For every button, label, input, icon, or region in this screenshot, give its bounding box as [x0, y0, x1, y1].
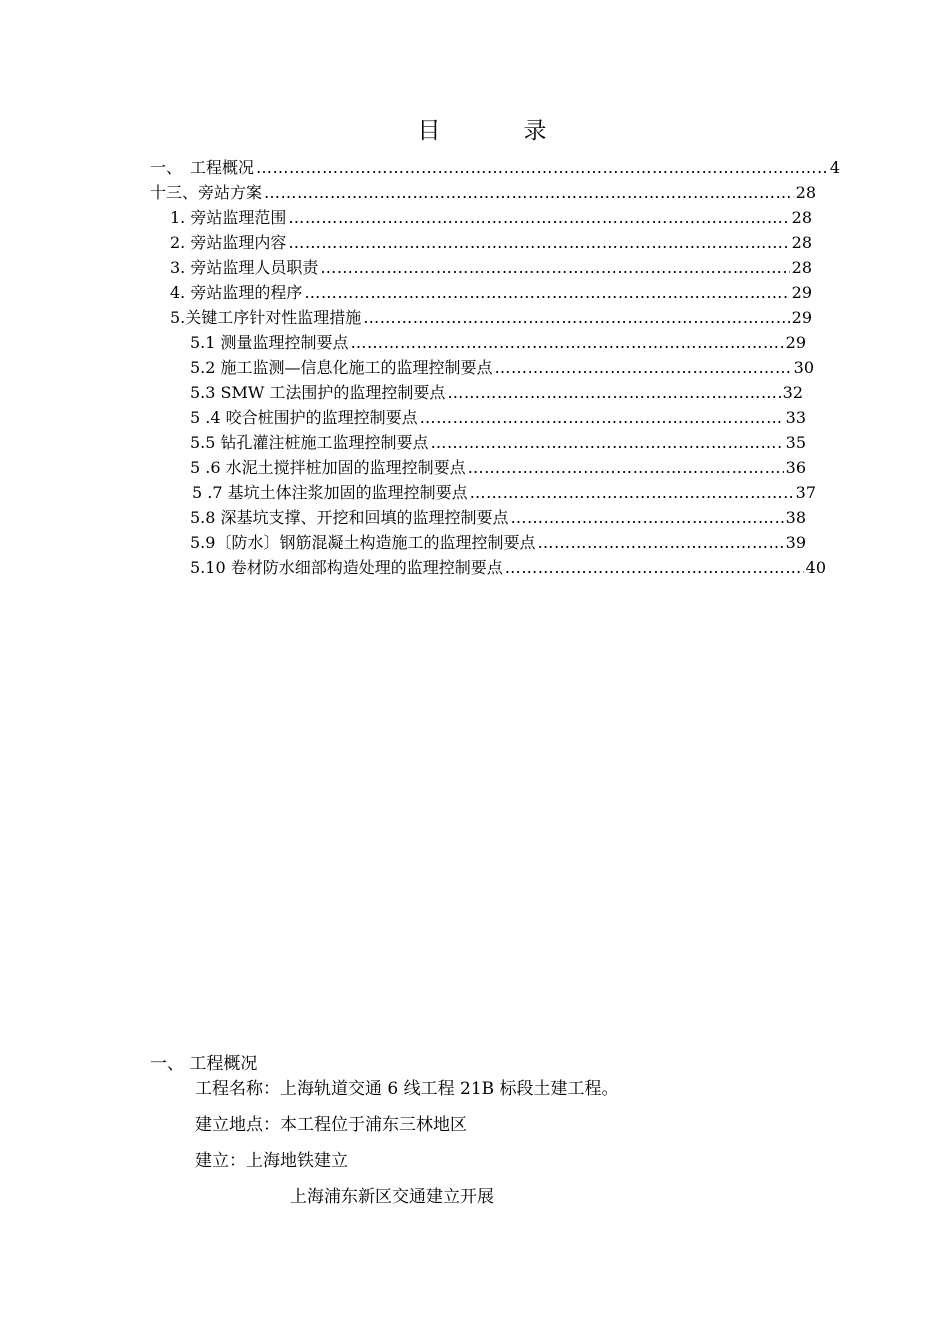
toc-entry[interactable] [190, 407, 806, 429]
toc-entry-leader [537, 532, 783, 554]
toc-entry-label: 4. 旁站监理的程序 [170, 283, 303, 302]
toc-entry-leader [304, 282, 789, 304]
toc-entry-label: 2. 旁站监理内容 [170, 233, 287, 252]
toc-entry[interactable] [170, 232, 812, 254]
toc-entry-leader [447, 382, 780, 404]
toc-entry-label: 5.2 施工监测—信息化施工的监理控制要点 [190, 358, 493, 377]
toc-entry-label: 5.10 卷材防水细部构造处理的监理控制要点 [190, 558, 503, 577]
toc-entry[interactable] [170, 307, 812, 329]
toc-entry[interactable] [190, 557, 826, 579]
toc-entry[interactable] [170, 207, 812, 229]
toc-entry-leader [288, 207, 789, 229]
section-heading: 一、 工程概况 [150, 1054, 258, 1074]
toc-entry-leader [505, 557, 804, 579]
toc-entry[interactable] [190, 457, 806, 479]
toc-entry-leader [351, 332, 784, 354]
location-line: 建立地点：本工程位于浦东三林地区 [195, 1115, 467, 1135]
toc-entry-leader [468, 457, 784, 479]
toc-entry-label: 1. 旁站监理范围 [170, 208, 287, 227]
toc-entry-page: 30 [793, 358, 814, 377]
toc-entry-page: 28 [795, 183, 816, 202]
toc-entry[interactable] [170, 257, 812, 279]
toc-entry-leader [256, 157, 828, 179]
toc-entry[interactable] [150, 182, 816, 204]
toc-entry-label: 5.5 钻孔灌注桩施工监理控制要点 [190, 433, 429, 452]
toc-entry[interactable] [190, 382, 803, 404]
toc-entry[interactable] [192, 482, 816, 504]
toc-entry-page: 36 [785, 458, 806, 477]
toc-entry[interactable] [190, 432, 806, 454]
toc-entry[interactable] [190, 532, 806, 554]
toc-entry[interactable] [190, 332, 806, 354]
toc-entry-page: 29 [791, 308, 812, 327]
toc-entry-leader [495, 357, 792, 379]
toc-entry-label: 十三、旁站方案 [150, 183, 263, 202]
toc-entry-page: 29 [791, 283, 812, 302]
builder-line-2: 上海浦东新区交通建立开展 [290, 1187, 494, 1207]
toc-entry-label: 一、 工程概况 [150, 158, 255, 177]
toc-entry-page: 38 [785, 508, 806, 527]
toc-entry-page: 37 [795, 483, 816, 502]
toc-entry-page: 33 [785, 408, 806, 427]
toc-entry-label: 5.8 深基坑支撑、开挖和回填的监理控制要点 [190, 508, 509, 527]
toc-entry-leader [264, 182, 794, 204]
toc-entry-label: 5.9〔防水〕钢筋混凝土构造施工的监理控制要点 [190, 533, 536, 552]
toc-entry-page: 4 [829, 158, 840, 177]
toc-entry-page: 39 [785, 533, 806, 552]
toc-entry-leader [420, 407, 784, 429]
toc-entry-label: 5.关键工序针对性监理措施 [170, 308, 362, 327]
toc-entry-leader [363, 307, 789, 329]
toc-entry-label: 5 .6 水泥土搅拌桩加固的监理控制要点 [190, 458, 466, 477]
toc-entry-label: 3. 旁站监理人员职责 [170, 258, 319, 277]
toc-entry-leader [320, 257, 789, 279]
toc-entry-page: 32 [782, 383, 803, 402]
toc-entry[interactable] [170, 282, 812, 304]
toc-entry-label: 5.3 SMW 工法围护的监理控制要点 [190, 383, 446, 402]
toc-entry-page: 35 [785, 433, 806, 452]
toc-entry-leader [431, 432, 784, 454]
toc-entry[interactable] [150, 157, 840, 179]
project-name-line: 工程名称：上海轨道交通 6 线工程 21B 标段土建工程。 [195, 1079, 619, 1099]
toc-entry-label: 5 .4 咬合桩围护的监理控制要点 [190, 408, 418, 427]
toc-entry-leader [470, 482, 794, 504]
toc-entry-page: 28 [791, 258, 812, 277]
toc-entry-page: 40 [805, 558, 826, 577]
toc-entry-page: 29 [785, 333, 806, 352]
toc-entry-page: 28 [791, 208, 812, 227]
builder-line: 建立：上海地铁建立 [195, 1151, 348, 1171]
toc-entry[interactable] [190, 507, 806, 529]
toc-entry-leader [288, 232, 789, 254]
toc-title: 目 录 [417, 118, 577, 144]
toc-entry[interactable] [190, 357, 814, 379]
toc-entry-label: 5 .7 基坑土体注浆加固的监理控制要点 [192, 483, 468, 502]
toc-entry-label: 5.1 测量监理控制要点 [190, 333, 349, 352]
toc-entry-leader [511, 507, 784, 529]
toc-entry-page: 28 [791, 233, 812, 252]
